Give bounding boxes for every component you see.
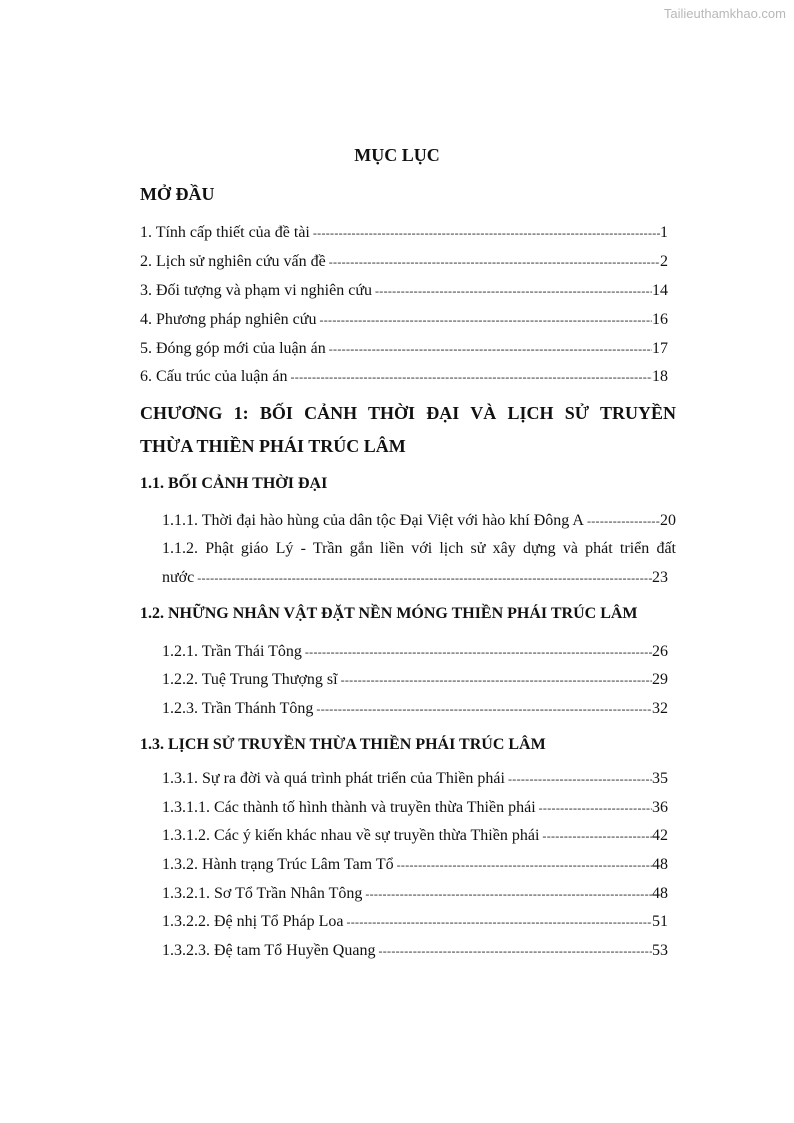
- toc-entry-page: 17: [652, 340, 668, 357]
- toc-entry-page: 48: [652, 885, 668, 902]
- toc-entry: [140, 282, 668, 302]
- toc-entry-label: 6. Cấu trúc của luận án: [140, 368, 288, 385]
- toc-entry-wrap-line: 1.1.2. Phật giáo Lý - Trần gắn liền với lịch sử xây dựng và phát triển đất: [162, 540, 676, 557]
- toc-entry-page: 23: [652, 569, 668, 586]
- toc-entry-label: 3. Đối tượng và phạm vi nghiên cứu: [140, 282, 372, 299]
- dot-leader: [194, 571, 652, 586]
- dot-leader: [326, 255, 660, 270]
- toc-entry-label: 1.2.2. Tuệ Trung Thượng sĩ: [162, 671, 338, 688]
- toc-entry: [140, 224, 668, 244]
- toc-entry: [140, 340, 668, 360]
- toc-entry-label: 1.3.2.3. Đệ tam Tổ Huyền Quang: [162, 942, 376, 959]
- section-heading-1-3: 1.3. LỊCH SỬ TRUYỀN THỪA THIỀN PHÁI TRÚC LÂM: [140, 736, 546, 753]
- toc-entry: [162, 827, 668, 847]
- chapter-heading-line2: THỪA THIỀN PHÁI TRÚC LÂM: [140, 436, 406, 456]
- toc-entry-label: 1. Tính cấp thiết của đề tài: [140, 224, 310, 241]
- toc-entry: [162, 569, 668, 589]
- dot-leader: [394, 858, 652, 873]
- toc-entry: [140, 311, 668, 331]
- toc-entry-label: 1.3.2.1. Sơ Tổ Trần Nhân Tông: [162, 885, 363, 902]
- toc-entry-page: 14: [652, 282, 668, 299]
- page-title: MỤC LỤC: [354, 145, 440, 165]
- toc-entry: [162, 700, 668, 720]
- toc-entry: [162, 885, 668, 905]
- toc-entry: [162, 913, 668, 933]
- watermark: Tailieuthamkhao.com: [663, 6, 786, 21]
- toc-entry-page: 36: [652, 799, 668, 816]
- dot-leader: [316, 313, 652, 328]
- toc-entry-page: 53: [652, 942, 668, 959]
- dot-leader: [362, 887, 652, 902]
- toc-entry: [162, 799, 668, 819]
- chapter-heading-line1: CHƯƠNG 1: BỐI CẢNH THỜI ĐẠI VÀ LỊCH SỬ TRUYỀN: [140, 403, 676, 423]
- toc-entry: [162, 856, 668, 876]
- dot-leader: [375, 944, 652, 959]
- toc-entry-label: 1.3.1. Sự ra đời và quá trình phát triển của Thiền phái: [162, 770, 505, 787]
- toc-entry-page: 26: [652, 643, 668, 660]
- toc-entry: [162, 942, 668, 962]
- toc-entry-page: 51: [652, 913, 668, 930]
- section-heading-1-1: 1.1. BỐI CẢNH THỜI ĐẠI: [140, 475, 328, 492]
- toc-entry: [140, 368, 668, 388]
- dot-leader: [343, 915, 652, 930]
- dot-leader: [372, 284, 652, 299]
- dot-leader: [326, 342, 652, 357]
- dot-leader: [288, 370, 653, 385]
- toc-entry-label: 1.2.3. Trần Thánh Tông: [162, 700, 314, 717]
- toc-entry-page: 1: [660, 224, 668, 241]
- dot-leader: [539, 829, 652, 844]
- dot-leader: [505, 772, 652, 787]
- dot-leader: [584, 514, 660, 529]
- toc-entry-page: 32: [652, 700, 668, 717]
- toc-entry-label: 5. Đóng góp mới của luận án: [140, 340, 326, 357]
- toc-entry-label: 1.3.1.1. Các thành tố hình thành và truyền thừa Thiền phái: [162, 799, 536, 816]
- toc-entry-page: 29: [652, 671, 668, 688]
- toc-entry-page: 42: [652, 827, 668, 844]
- toc-entry: [162, 512, 676, 532]
- toc-entry: [162, 770, 668, 790]
- toc-entry-page: 20: [660, 512, 676, 529]
- dot-leader: [536, 801, 652, 816]
- toc-entry: [140, 253, 668, 273]
- section-heading-1-2: 1.2. NHỮNG NHÂN VẬT ĐẶT NỀN MÓNG THIỀN PHÁI TRÚC LÂM: [140, 605, 638, 622]
- toc-entry-page: 16: [652, 311, 668, 328]
- toc-entry-page: 2: [660, 253, 668, 270]
- toc-entry-label: 1.3.1.2. Các ý kiến khác nhau về sự truyền thừa Thiền phái: [162, 827, 540, 844]
- toc-entry-label: 1.3.2.2. Đệ nhị Tổ Pháp Loa: [162, 913, 344, 930]
- toc-entry-label: 4. Phương pháp nghiên cứu: [140, 311, 317, 328]
- dot-leader: [313, 702, 652, 717]
- toc-entry-label: 1.3.2. Hành trạng Trúc Lâm Tam Tổ: [162, 856, 394, 873]
- dot-leader: [302, 645, 652, 660]
- toc-entry-label: 2. Lịch sử nghiên cứu vấn đề: [140, 253, 326, 270]
- toc-entry-label: nước: [162, 569, 195, 586]
- toc-entry-label: 1.1.1. Thời đại hào hùng của dân tộc Đại Việt với hào khí Đông A: [162, 512, 584, 529]
- toc-entry-page: 35: [652, 770, 668, 787]
- toc-entry-page: 18: [652, 368, 668, 385]
- toc-entry-page: 48: [652, 856, 668, 873]
- toc-entry-label: 1.2.1. Trần Thái Tông: [162, 643, 302, 660]
- toc-entry: [162, 671, 668, 691]
- dot-leader: [338, 673, 652, 688]
- dot-leader: [310, 226, 660, 241]
- toc-entry: [162, 643, 668, 663]
- intro-heading: MỞ ĐẦU: [140, 184, 215, 204]
